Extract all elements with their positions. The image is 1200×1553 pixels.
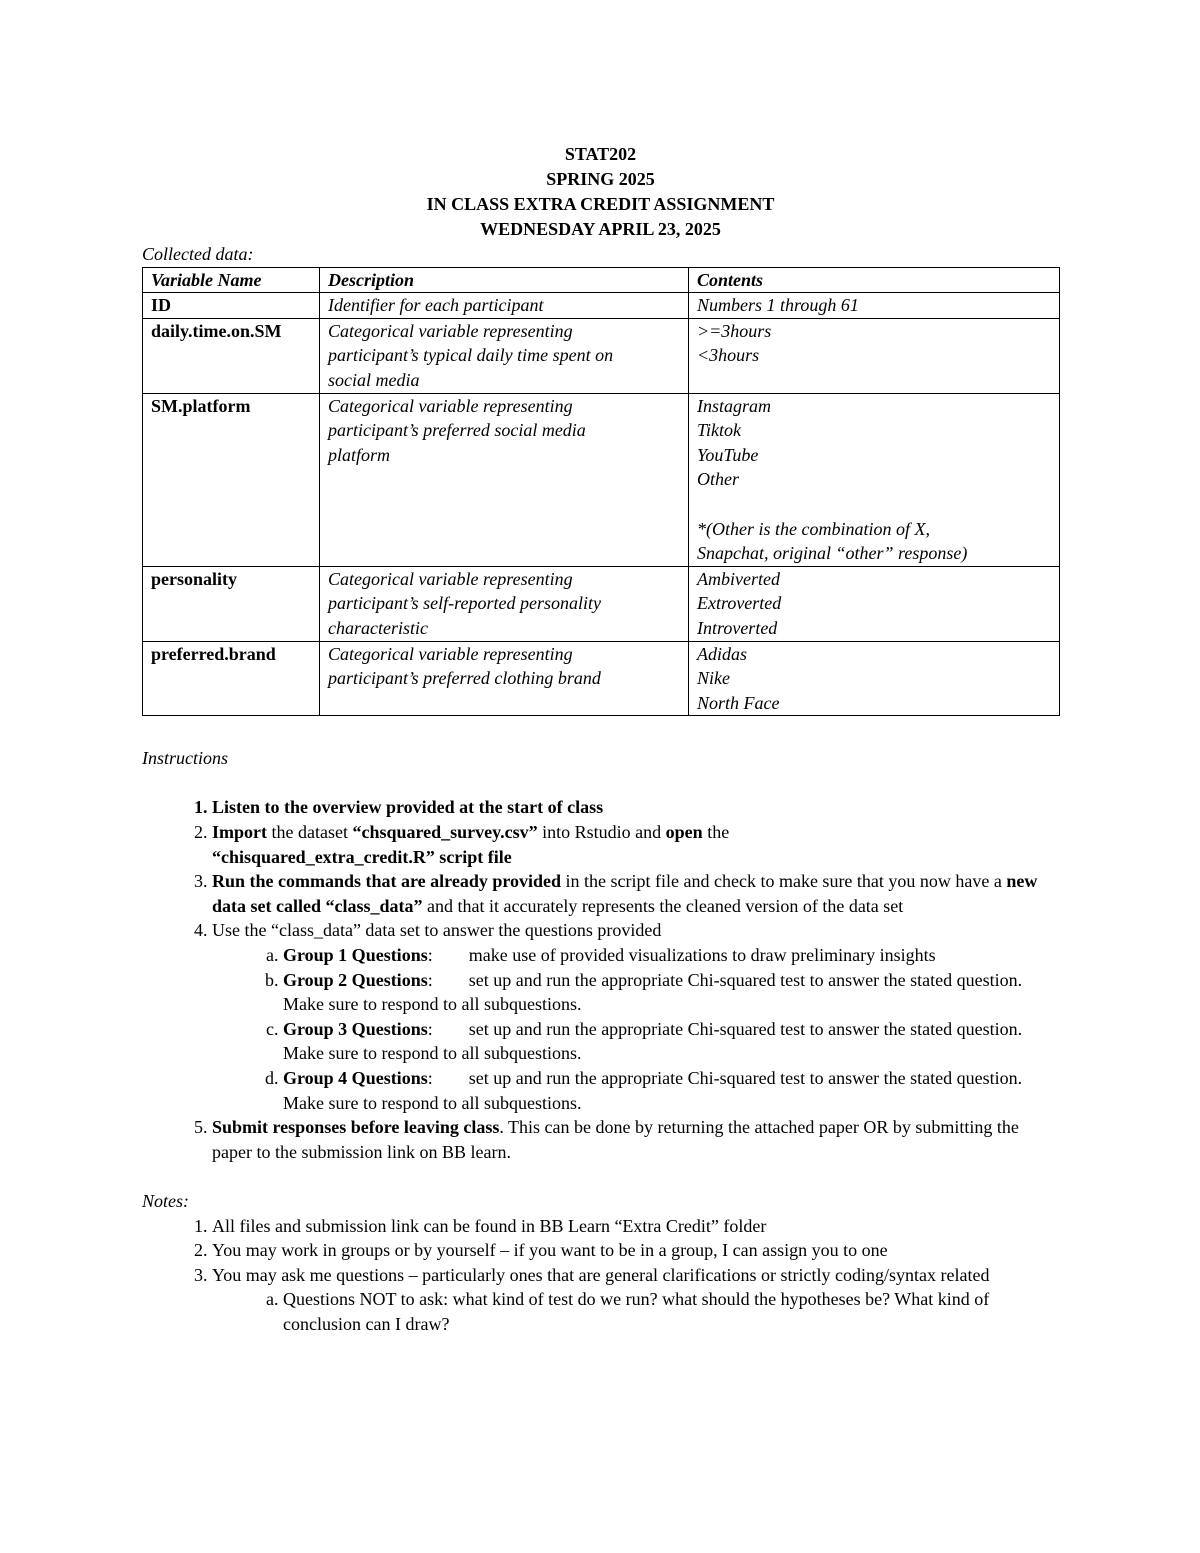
variable-contents <box>689 293 1060 319</box>
group-text: set up and run the appropriate Chi-squared test to answer the stated question. Make sure to respond to all subquestions. <box>283 1018 1023 1064</box>
variable-name: personality <box>143 566 320 641</box>
variable-description <box>320 566 689 641</box>
note-text: You may ask me questions – particularly ones that are general clarifications or strictly coding/syntax related <box>212 1264 990 1285</box>
content-line: North Face <box>697 692 780 713</box>
step-3-text: and that it accurately represents the cleaned version of the data set <box>422 895 904 916</box>
step-2-text: the <box>702 822 730 843</box>
header-variable-name: Variable Name <box>143 267 320 293</box>
list-item <box>212 1238 1059 1263</box>
step-5-text: . This can be done by returning the attached paper OR by submitting the paper to the submission link on BB learn. <box>212 1117 1019 1162</box>
notes-list <box>142 1214 1059 1337</box>
variable-name: daily.time.on.SM <box>143 318 320 393</box>
step-2-text: the dataset <box>267 822 353 843</box>
table-row <box>143 318 1060 393</box>
table-row <box>143 641 1060 716</box>
step-1-text: Listen to the overview provided at the start of class <box>212 797 604 818</box>
list-item <box>212 1214 1059 1239</box>
variable-contents <box>689 393 1060 566</box>
header-description: Description <box>320 267 689 293</box>
variable-contents <box>689 641 1060 716</box>
content-line: Ambiverted <box>697 568 780 589</box>
group-label: Group 2 Questions <box>283 969 428 990</box>
instructions-heading: Instructions <box>142 748 229 769</box>
note-text: Questions NOT to ask: what kind of test do we run? what should the hypotheses be? What kind of conclusion can I draw? <box>283 1289 990 1334</box>
variable-contents <box>689 318 1060 393</box>
term: SPRING 2025 <box>546 169 655 189</box>
table-row <box>143 566 1060 641</box>
description-line: platform <box>328 444 391 465</box>
variable-name: preferred.brand <box>143 641 320 716</box>
variable-description <box>320 393 689 566</box>
course-code: STAT202 <box>564 144 637 164</box>
content-line: Other <box>697 469 739 490</box>
assignment-date: WEDNESDAY APRIL 23, 2025 <box>480 219 721 239</box>
content-line: Adidas <box>697 643 748 664</box>
script-filename: “chisquared_extra_credit.R” script file <box>212 846 512 867</box>
list-item: d. Group 4 Questions: set up and run the appropriate Chi-squared test to answer the stated question. Make sure to respond to all subquestions. <box>283 1066 1059 1115</box>
note-text: You may work in groups or by yourself – if you want to be in a group, I can assign you to one <box>212 1240 888 1261</box>
step-2-bold: Import <box>212 822 267 843</box>
content-line: <3hours <box>697 345 760 366</box>
notes-heading: Notes: <box>142 1190 189 1211</box>
step-4-text: Use the “class_data” data set to answer the questions provided <box>212 920 662 941</box>
variable-contents <box>689 566 1060 641</box>
document-header <box>142 142 1059 242</box>
variables-table <box>142 267 1060 717</box>
step-3-bold: Run the commands that are already provided <box>212 871 562 892</box>
list-item: a. Group 1 Questions: make use of provided visualizations to draw preliminary insights <box>283 943 1059 968</box>
content-line: Extroverted <box>697 593 782 614</box>
description-line: social media <box>328 369 420 390</box>
content-line: Nike <box>697 668 730 689</box>
description-line: Categorical variable representing <box>328 643 573 664</box>
list-item <box>212 1115 1059 1164</box>
group-label: Group 4 Questions <box>283 1068 428 1088</box>
note-text: All files and submission link can be found in BB Learn “Extra Credit” folder <box>212 1215 767 1236</box>
content-line: Snapchat, original “other” response) <box>697 543 968 564</box>
description-line: participant’s typical daily time spent on <box>328 345 614 366</box>
description-line: Categorical variable representing <box>328 568 573 589</box>
variable-description <box>320 318 689 393</box>
document-page <box>142 142 1059 1337</box>
content-line: Numbers 1 through 61 <box>697 295 859 316</box>
step-2-bold: open <box>665 822 703 843</box>
description-line: Categorical variable representing <box>328 320 573 341</box>
description-line: participant’s preferred social media <box>328 420 586 441</box>
list-item <box>283 1287 1059 1336</box>
content-line: Introverted <box>697 617 778 638</box>
content-line: Instagram <box>697 395 772 416</box>
step-5-bold: Submit responses before leaving class <box>212 1117 500 1138</box>
content-line: >=3hours <box>697 320 772 341</box>
note-sublist <box>212 1287 1059 1336</box>
description-line: Categorical variable representing <box>328 395 573 416</box>
content-line: *(Other is the combination of X, <box>697 518 930 539</box>
variable-description <box>320 293 689 319</box>
table-row <box>143 293 1060 319</box>
list-item <box>212 918 1059 1115</box>
table-row <box>143 393 1060 566</box>
instructions-list <box>142 795 1059 1164</box>
list-item <box>212 869 1059 918</box>
content-line: YouTube <box>697 444 759 465</box>
group-text: make use of provided visualizations to draw preliminary insights <box>468 945 936 966</box>
step-3-bold: new data set called “class_data” <box>212 871 1038 916</box>
collected-data-label: Collected data: <box>142 244 254 264</box>
description-line: Identifier for each participant <box>328 295 544 316</box>
list-item: b. Group 2 Questions: set up and run the appropriate Chi-squared test to answer the stated question. Make sure to respond to all subquestions. <box>283 968 1059 1017</box>
group-text: set up and run the appropriate Chi-squared test to answer the stated question. Make sure to respond to all subquestions. <box>283 1068 1023 1113</box>
header-contents: Contents <box>689 267 1060 293</box>
content-line: Tiktok <box>697 420 741 441</box>
variable-name: SM.platform <box>143 393 320 566</box>
step-2-text: into Rstudio and <box>537 822 666 843</box>
description-line: characteristic <box>328 617 428 638</box>
description-line: participant’s preferred clothing brand <box>328 668 601 689</box>
content-spacer <box>697 492 1051 517</box>
assignment-title: IN CLASS EXTRA CREDIT ASSIGNMENT <box>426 194 775 214</box>
group-label: Group 1 Questions <box>283 945 428 966</box>
group-label: Group 3 Questions <box>283 1018 428 1039</box>
list-item <box>212 820 1059 869</box>
list-item <box>212 795 1059 820</box>
variable-name: ID <box>143 293 320 319</box>
group-text: set up and run the appropriate Chi-squared test to answer the stated question. Make sure to respond to all subquestions. <box>283 969 1023 1015</box>
dataset-filename: “chsquared_survey.csv” <box>352 822 538 843</box>
table-header-row <box>143 267 1060 293</box>
question-groups-list <box>212 943 1059 1115</box>
list-item <box>212 1263 1059 1337</box>
list-item: c. Group 3 Questions: set up and run the appropriate Chi-squared test to answer the stated question. Make sure to respond to all subquestions. <box>283 1017 1059 1066</box>
step-3-text: in the script file and check to make sure that you now have a <box>561 871 1007 892</box>
description-line: participant’s self-reported personality <box>328 593 601 614</box>
variable-description <box>320 641 689 716</box>
